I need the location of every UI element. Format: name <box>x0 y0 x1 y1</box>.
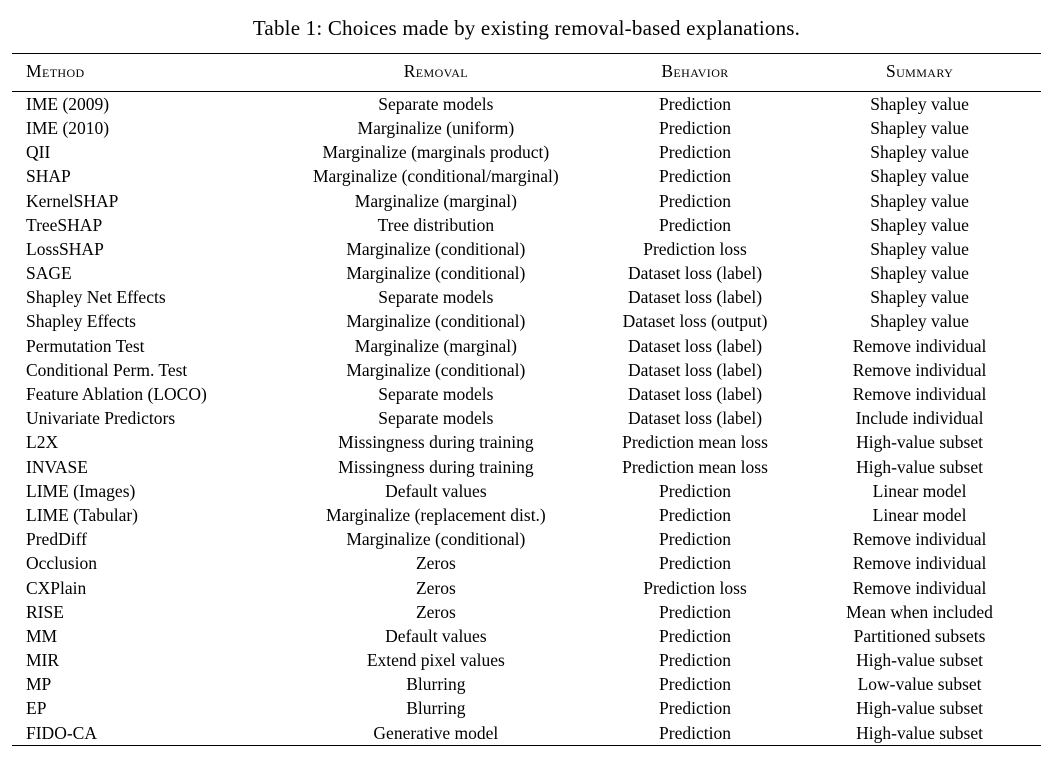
cell-removal: Zeros <box>415 553 456 574</box>
cell-method: Permutation Test <box>26 335 145 356</box>
cell-summary: Remove individual <box>852 384 987 405</box>
cell-method: QII <box>26 142 51 163</box>
cell-summary: Linear model <box>872 480 967 501</box>
table-row <box>12 479 1041 503</box>
table-row <box>12 697 1041 721</box>
cell-summary: High-value subset <box>856 432 983 453</box>
cell-summary: High-value subset <box>856 698 983 719</box>
cell-behavior: Prediction <box>659 529 731 550</box>
table-row <box>12 431 1041 455</box>
cell-summary: Shapley value <box>806 92 1041 117</box>
cell-removal: Marginalize (conditional) <box>346 238 526 259</box>
cell-behavior: Prediction <box>659 625 731 646</box>
table-row <box>12 503 1041 527</box>
cell-removal: Marginalize (conditional) <box>346 359 526 380</box>
column-header-removal: Removal <box>288 54 584 92</box>
cell-summary: High-value subset <box>856 650 983 671</box>
table-row <box>12 237 1041 261</box>
cell-summary: Shapley value <box>870 311 969 332</box>
table-body <box>12 92 1041 746</box>
cell-removal: Tree distribution <box>377 214 495 235</box>
table-row <box>12 92 1041 117</box>
cell-method: Shapley Net Effects <box>26 287 166 308</box>
cell-behavior: Prediction <box>659 214 731 235</box>
cell-behavior: Dataset loss (label) <box>627 384 763 405</box>
cell-removal: Marginalize (replacement dist.) <box>325 504 546 525</box>
cell-method: LIME (Tabular) <box>26 504 138 525</box>
table-row <box>12 455 1041 479</box>
cell-method: Shapley Effects <box>26 311 136 332</box>
choices-table <box>12 53 1041 746</box>
cell-behavior: Dataset loss (label) <box>627 263 763 284</box>
cell-summary: Shapley value <box>870 287 969 308</box>
table-row <box>12 286 1041 310</box>
cell-summary: High-value subset <box>806 721 1041 746</box>
cell-method: TreeSHAP <box>26 214 103 235</box>
cell-removal: Separate models <box>288 92 584 117</box>
cell-method: Conditional Perm. Test <box>26 359 188 380</box>
cell-behavior: Prediction <box>659 480 731 501</box>
cell-method: CXPlain <box>26 577 87 598</box>
cell-method: Univariate Predictors <box>26 408 176 429</box>
cell-behavior: Dataset loss (label) <box>627 359 763 380</box>
cell-behavior: Dataset loss (label) <box>627 335 763 356</box>
cell-summary: Shapley value <box>870 214 969 235</box>
table-row <box>12 189 1041 213</box>
cell-summary: High-value subset <box>856 456 983 477</box>
cell-method: LIME (Images) <box>26 480 136 501</box>
cell-removal: Blurring <box>406 674 466 695</box>
cell-behavior: Prediction <box>659 166 731 187</box>
table-header <box>12 54 1041 92</box>
column-header-summary: Summary <box>806 54 1041 92</box>
cell-method: LossSHAP <box>26 238 104 259</box>
cell-removal: Zeros <box>415 601 456 622</box>
cell-behavior: Prediction loss <box>643 577 747 598</box>
table-row <box>12 334 1041 358</box>
cell-method: Feature Ablation (LOCO) <box>26 384 207 405</box>
cell-method: KernelSHAP <box>26 190 119 211</box>
cell-behavior: Prediction <box>584 92 806 117</box>
cell-removal: Marginalize (marginals product) <box>322 142 550 163</box>
table-row <box>12 262 1041 286</box>
cell-removal: Default values <box>385 625 487 646</box>
table-row <box>12 141 1041 165</box>
cell-removal: Marginalize (marginal) <box>354 335 517 356</box>
cell-removal: Marginalize (conditional/marginal) <box>312 166 559 187</box>
cell-removal: Separate models <box>378 384 494 405</box>
cell-summary: Shapley value <box>870 166 969 187</box>
cell-removal: Blurring <box>406 698 466 719</box>
table-row <box>12 310 1041 334</box>
cell-method: PredDiff <box>26 529 87 550</box>
cell-behavior: Prediction <box>659 142 731 163</box>
cell-removal: Separate models <box>378 408 494 429</box>
cell-behavior: Prediction mean loss <box>622 432 768 453</box>
cell-behavior: Dataset loss (label) <box>627 287 763 308</box>
table-row <box>12 649 1041 673</box>
cell-method: FIDO-CA <box>12 721 288 746</box>
cell-method: Occlusion <box>26 553 97 574</box>
cell-removal: Marginalize (marginal) <box>354 190 517 211</box>
table-row <box>12 116 1041 140</box>
cell-behavior: Prediction loss <box>643 238 747 259</box>
cell-summary: Shapley value <box>870 238 969 259</box>
table-row <box>12 721 1041 746</box>
table-row <box>12 624 1041 648</box>
cell-removal: Missingness during training <box>338 432 534 453</box>
cell-summary: Remove individual <box>852 553 987 574</box>
cell-removal: Extend pixel values <box>366 650 505 671</box>
cell-removal: Zeros <box>415 577 456 598</box>
table-header-row <box>12 54 1041 92</box>
table-row <box>12 600 1041 624</box>
cell-behavior: Dataset loss (label) <box>627 408 763 429</box>
cell-behavior: Prediction <box>659 553 731 574</box>
cell-behavior: Prediction mean loss <box>622 456 768 477</box>
table-row <box>12 673 1041 697</box>
cell-behavior: Prediction <box>584 721 806 746</box>
cell-removal: Marginalize (conditional) <box>346 263 526 284</box>
table-row <box>12 407 1041 431</box>
cell-removal: Marginalize (uniform) <box>357 117 515 138</box>
cell-behavior: Prediction <box>659 504 731 525</box>
cell-method: MIR <box>26 650 60 671</box>
cell-method: SHAP <box>26 166 71 187</box>
cell-behavior: Prediction <box>659 674 731 695</box>
cell-removal: Separate models <box>378 287 494 308</box>
cell-behavior: Prediction <box>659 650 731 671</box>
cell-summary: Remove individual <box>852 335 987 356</box>
cell-behavior: Dataset loss (output) <box>622 311 768 332</box>
table-row <box>12 528 1041 552</box>
cell-behavior: Prediction <box>659 698 731 719</box>
cell-removal: Default values <box>385 480 487 501</box>
cell-removal: Missingness during training <box>338 456 534 477</box>
cell-summary: Shapley value <box>870 263 969 284</box>
table-container <box>0 53 1053 746</box>
cell-behavior: Prediction <box>659 190 731 211</box>
table-row <box>12 576 1041 600</box>
column-header-method: Method <box>12 54 288 92</box>
cell-method: SAGE <box>26 263 72 284</box>
cell-summary: Shapley value <box>870 190 969 211</box>
table-row <box>12 213 1041 237</box>
table-caption: Table 1: Choices made by existing removal-based explanations. <box>252 16 801 40</box>
table-row <box>12 358 1041 382</box>
cell-method: INVASE <box>26 456 88 477</box>
table-row <box>12 382 1041 406</box>
table-row <box>12 165 1041 189</box>
cell-summary: Remove individual <box>852 529 987 550</box>
cell-summary: Mean when included <box>846 601 993 622</box>
cell-method: MP <box>26 674 52 695</box>
table-row <box>12 552 1041 576</box>
cell-summary: Partitioned subsets <box>853 625 986 646</box>
cell-summary: Include individual <box>855 408 984 429</box>
cell-summary: Low-value subset <box>857 674 982 695</box>
cell-method: MM <box>26 625 58 646</box>
cell-behavior: Prediction <box>659 601 731 622</box>
column-header-behavior: Behavior <box>584 54 806 92</box>
cell-removal: Marginalize (conditional) <box>346 529 526 550</box>
cell-summary: Remove individual <box>852 577 987 598</box>
cell-summary: Linear model <box>872 504 967 525</box>
cell-summary: Shapley value <box>870 117 969 138</box>
cell-method: IME (2009) <box>12 92 288 117</box>
cell-removal: Generative model <box>288 721 584 746</box>
cell-summary: Shapley value <box>870 142 969 163</box>
cell-method: RISE <box>26 601 64 622</box>
cell-summary: Remove individual <box>852 359 987 380</box>
cell-removal: Marginalize (conditional) <box>346 311 526 332</box>
cell-method: L2X <box>26 432 59 453</box>
cell-behavior: Prediction <box>659 117 731 138</box>
cell-method: IME (2010) <box>26 117 110 138</box>
cell-method: EP <box>26 698 47 719</box>
